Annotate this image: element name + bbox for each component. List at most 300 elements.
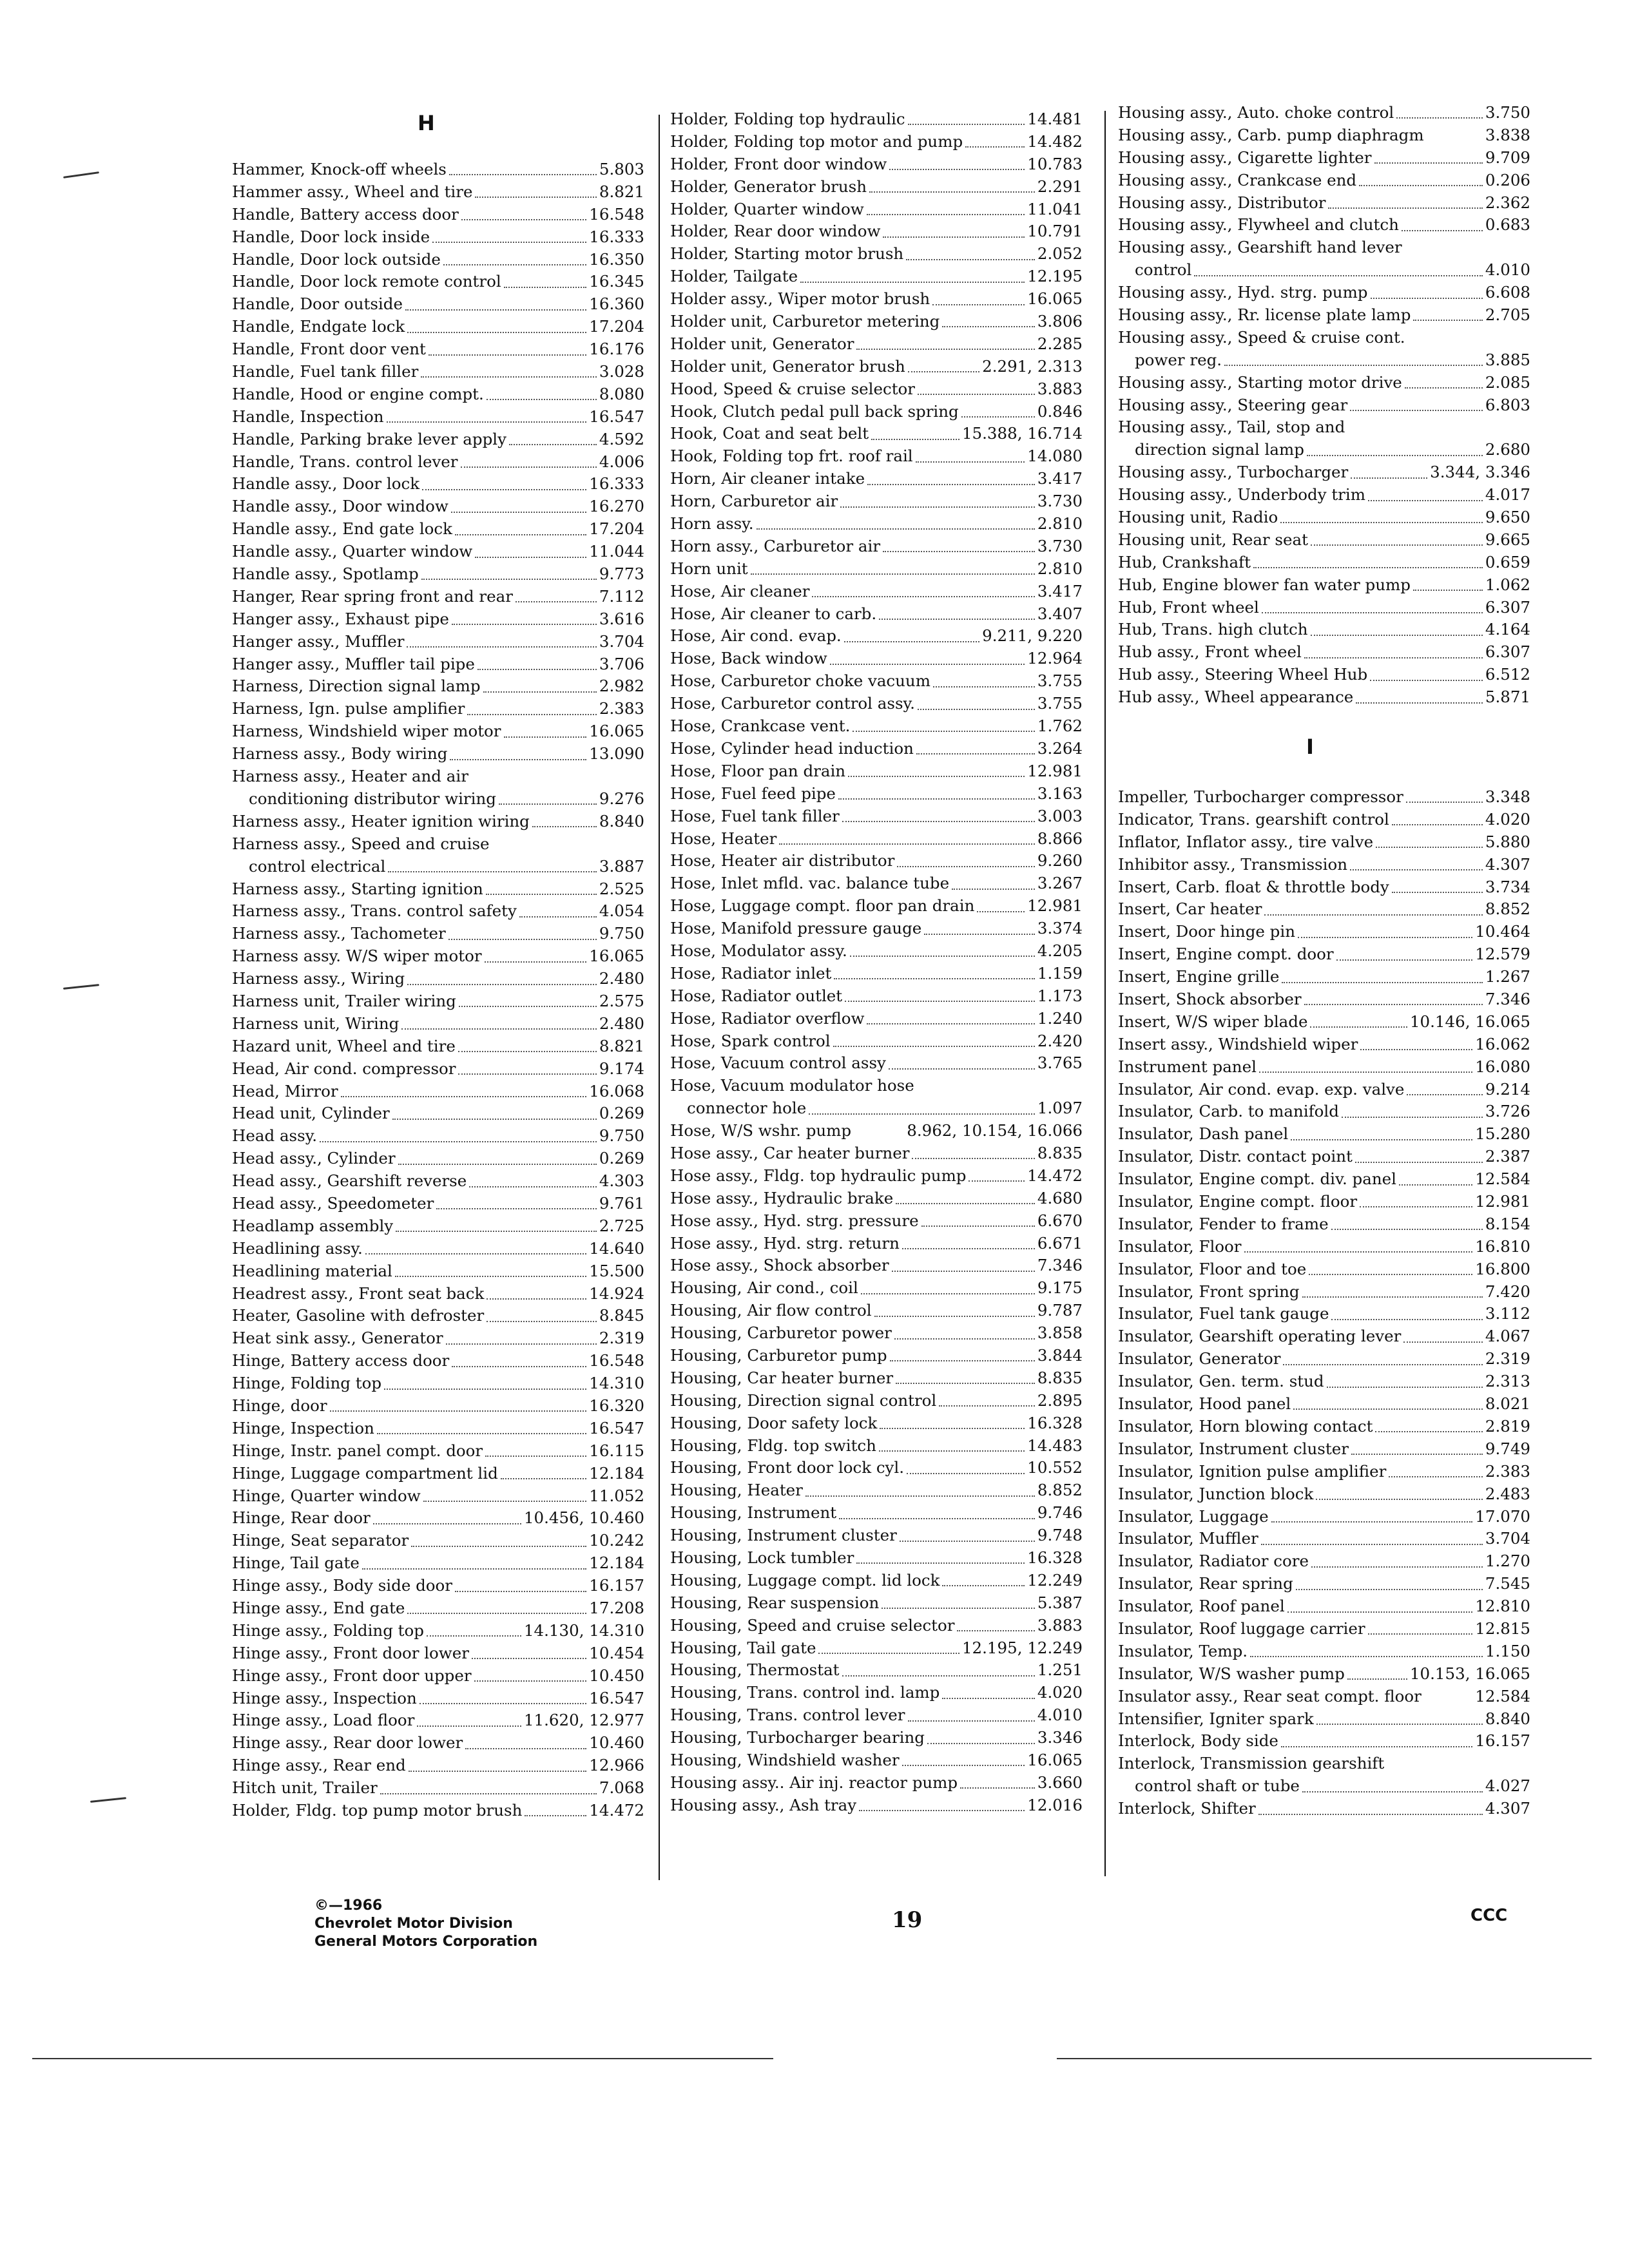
- entry-name: Housing, Luggage compt. lid lock: [670, 1570, 940, 1590]
- entry-name: Housing assy., Gearshift hand lever: [1118, 238, 1402, 257]
- dot-leader: [519, 916, 597, 918]
- index-entry: [670, 895, 1083, 918]
- dot-leader: [896, 1383, 1035, 1384]
- entry-name: Harness assy., Heater ignition wiring: [232, 811, 530, 831]
- dot-leader: [501, 1478, 586, 1479]
- dot-leader: [365, 1253, 586, 1254]
- index-entry: [670, 198, 1083, 221]
- entry-name: Hinge assy., Inspection: [232, 1688, 417, 1707]
- dot-leader: [918, 709, 1035, 710]
- index-entry: [232, 856, 644, 878]
- entry-reference: 17.204: [589, 317, 644, 336]
- index-entry: [670, 1412, 1083, 1435]
- index-entry: [1118, 1258, 1530, 1281]
- entry-reference: 1.251: [1037, 1660, 1083, 1680]
- index-entry: [232, 1170, 644, 1193]
- entry-name: Headlining material: [232, 1261, 392, 1280]
- entry-name: Headrest assy., Front seat back: [232, 1283, 485, 1303]
- dot-leader: [1370, 680, 1483, 681]
- entry-reference: 8.840: [599, 811, 644, 831]
- dot-leader: [405, 309, 586, 311]
- index-entry: [232, 271, 644, 293]
- index-entry: [232, 833, 644, 856]
- dot-leader: [906, 259, 1035, 260]
- entry-reference: 7.068: [599, 1778, 644, 1798]
- index-entry: [670, 1187, 1083, 1210]
- index-entry: [670, 1075, 1083, 1097]
- index-entry: [1118, 1573, 1530, 1595]
- dot-leader: [757, 528, 1035, 530]
- index-entry: [232, 1800, 644, 1822]
- dot-leader: [395, 1276, 586, 1277]
- dot-leader: [1307, 455, 1483, 456]
- entry-reference: 14.482: [1027, 131, 1083, 151]
- dot-leader: [830, 664, 1025, 665]
- dot-leader: [469, 1186, 597, 1187]
- entry-name: Housing assy., Underbody trim: [1118, 485, 1365, 505]
- entry-name: Housing, Heater: [670, 1481, 803, 1500]
- dot-leader: [1350, 869, 1483, 870]
- dot-leader: [902, 1248, 1035, 1249]
- entry-name: Handle, Door lock remote control: [232, 272, 501, 291]
- entry-name: Hinge, Luggage compartment lid: [232, 1463, 498, 1483]
- entry-name: Housing assy., Distributor: [1118, 193, 1326, 212]
- entry-reference: 2.052: [1037, 244, 1083, 264]
- dot-leader: [1368, 500, 1483, 501]
- entry-reference: 14.640: [589, 1238, 644, 1258]
- entry-name: Housing assy., Flywheel and clutch: [1118, 215, 1399, 235]
- dot-leader: [409, 1771, 587, 1772]
- dot-leader: [458, 1073, 596, 1075]
- entry-reference: 12.964: [1027, 649, 1083, 668]
- index-entry: [232, 181, 644, 204]
- entry-reference: 5.387: [1037, 1593, 1083, 1612]
- dot-leader: [373, 1523, 521, 1524]
- entry-name: Hose, Back window: [670, 649, 827, 668]
- dot-leader: [417, 1725, 521, 1727]
- index-entry: [670, 805, 1083, 828]
- entry-reference: 15.280: [1475, 1124, 1530, 1144]
- entry-name: Holder, Folding top motor and pump: [670, 131, 963, 151]
- entry-name: Hinge, Inspection: [232, 1418, 374, 1437]
- index-entry: [670, 401, 1083, 423]
- index-entry: [670, 1142, 1083, 1165]
- dot-leader: [452, 624, 597, 625]
- index-entry: [232, 1013, 644, 1035]
- index-entry: [1118, 1686, 1530, 1708]
- entry-name: Hammer, Knock-off wheels: [232, 160, 447, 178]
- entry-name: Hub, Trans. high clutch: [1118, 620, 1308, 639]
- copyright: ©—1966: [314, 1898, 383, 1914]
- index-entry: [670, 693, 1083, 715]
- dot-leader: [446, 1343, 597, 1345]
- index-entry: [670, 625, 1083, 648]
- entry-reference: 9.709: [1485, 148, 1530, 167]
- entry-reference: 3.344, 3.346: [1430, 463, 1530, 482]
- dot-leader: [1244, 1251, 1473, 1253]
- entry-name: Insulator, Gearshift operating lever: [1118, 1327, 1402, 1346]
- entry-reference: 3.706: [599, 654, 644, 673]
- index-entry: [232, 1732, 644, 1754]
- index-entry: [1118, 1798, 1530, 1820]
- entry-reference: 8.852: [1485, 899, 1530, 919]
- index-entry: [1118, 641, 1530, 664]
- entry-reference: 10.454: [589, 1643, 644, 1662]
- entry-reference: 16.328: [1027, 1413, 1083, 1432]
- entry-name: Housing, Instrument cluster: [670, 1526, 897, 1545]
- entry-name: Housing, Windshield washer: [670, 1751, 900, 1770]
- entry-name: Insulator, Fender to frame: [1118, 1214, 1329, 1233]
- entry-list: [232, 159, 644, 1822]
- division-name: Chevrolet Motor Division: [314, 1916, 513, 1932]
- entry-reference: 6.512: [1485, 665, 1530, 684]
- entry-name: Housing assy., Hyd. strg. pump: [1118, 283, 1368, 302]
- entry-reference: 1.270: [1485, 1552, 1530, 1571]
- entry-reference: 16.547: [589, 1688, 644, 1707]
- entry-reference: 3.730: [1037, 492, 1083, 511]
- entry-reference: 12.579: [1475, 945, 1530, 964]
- index-entry: [670, 131, 1083, 153]
- bottom-rule-left: [32, 2058, 773, 2059]
- entry-reference: 8.852: [1037, 1481, 1083, 1500]
- entry-reference: 9.761: [599, 1193, 644, 1213]
- index-entry: [232, 945, 644, 968]
- entry-name: Hammer assy., Wheel and tire: [232, 182, 473, 201]
- entry-reference: 1.267: [1485, 967, 1530, 986]
- index-entry: [232, 1440, 644, 1463]
- entry-name: Hinge assy., End gate: [232, 1599, 405, 1617]
- index-entry: [670, 1749, 1083, 1772]
- index-entry: [1118, 1146, 1530, 1168]
- entry-name: Hose, Carburetor choke vacuum: [670, 671, 930, 691]
- entry-name: Head assy., Cylinder: [232, 1149, 396, 1168]
- dot-leader: [834, 978, 1034, 979]
- index-entry: [1118, 1438, 1530, 1461]
- entry-name: Headlamp assembly: [232, 1216, 394, 1235]
- dot-leader: [499, 803, 597, 805]
- dot-leader: [411, 1546, 586, 1547]
- entry-name: Housing assy., Rr. license plate lamp: [1118, 305, 1411, 325]
- dot-leader: [845, 1001, 1035, 1002]
- dot-leader: [525, 1815, 586, 1816]
- entry-reference: 12.815: [1475, 1619, 1530, 1638]
- entry-name: Hose, Crankcase vent.: [670, 716, 851, 736]
- entry-reference: 16.360: [589, 294, 644, 314]
- entry-reference: 9.175: [1037, 1278, 1083, 1298]
- entry-reference: 8.821: [599, 1036, 644, 1055]
- entry-reference: 1.762: [1037, 716, 1083, 736]
- entry-name: Housing, Speed and cruise selector: [670, 1615, 955, 1635]
- entry-reference: 13.090: [589, 744, 644, 764]
- entry-reference: 3.704: [599, 631, 644, 651]
- dot-leader: [1351, 1454, 1483, 1455]
- index-entry: [670, 581, 1083, 603]
- entry-reference: 3.417: [1037, 469, 1083, 488]
- entry-name: Hose, W/S wshr. pump: [670, 1121, 852, 1140]
- entry-reference: 3.838: [1485, 125, 1530, 144]
- index-entry: [1118, 1325, 1530, 1348]
- dot-leader: [1368, 1633, 1473, 1635]
- dot-leader: [1360, 1206, 1472, 1207]
- entry-reference: 3.264: [1037, 738, 1083, 758]
- dot-leader: [1375, 1431, 1482, 1432]
- entry-name: Hose, Radiator inlet: [670, 963, 832, 983]
- entry-reference: 2.319: [599, 1329, 644, 1348]
- entry-name: Intensifier, Igniter spark: [1118, 1709, 1314, 1728]
- entry-reference: 9.750: [599, 1126, 644, 1146]
- dot-leader: [487, 1298, 586, 1300]
- entry-name: Hazard unit, Wheel and tire: [232, 1036, 456, 1055]
- entry-name: connector hole: [687, 1099, 807, 1118]
- entry-reference: 7.545: [1485, 1574, 1530, 1593]
- entry-name: direction signal lamp: [1135, 440, 1304, 459]
- dot-leader: [1302, 1296, 1483, 1298]
- entry-name: Interlock, Body side: [1118, 1731, 1278, 1751]
- index-entry: [1118, 1753, 1530, 1775]
- entry-reference: 4.010: [1037, 1706, 1083, 1725]
- index-entry: [1118, 506, 1530, 529]
- entry-reference: 0.269: [599, 1104, 644, 1123]
- dot-leader: [957, 1630, 1034, 1631]
- entry-reference: 14.472: [589, 1801, 644, 1820]
- entry-reference: 9.749: [1485, 1439, 1530, 1458]
- entry-reference: 2.705: [1485, 305, 1530, 325]
- index-entry: [232, 1148, 644, 1170]
- index-entry: [232, 473, 644, 495]
- dot-leader: [1396, 117, 1483, 119]
- index-entry: [670, 1008, 1083, 1030]
- dot-leader: [1311, 544, 1483, 546]
- entry-reference: 4.054: [599, 901, 644, 921]
- entry-name: Holder, Fldg. top pump motor brush: [232, 1801, 523, 1820]
- entry-name: Hinge, Battery access door: [232, 1351, 450, 1370]
- dot-leader: [1403, 1341, 1483, 1343]
- index-entry: [232, 495, 644, 518]
- dot-leader: [912, 1158, 1034, 1159]
- dot-leader: [1261, 1544, 1483, 1545]
- entry-name: Hose, Floor pan drain: [670, 761, 846, 780]
- dot-leader: [450, 759, 586, 760]
- index-entry: [1118, 282, 1530, 304]
- dot-leader: [1392, 824, 1483, 825]
- entry-name: Hose, Fuel tank filler: [670, 806, 840, 825]
- entry-name: Holder, Front door window: [670, 154, 887, 173]
- dot-leader: [448, 939, 597, 940]
- entry-name: control: [1135, 260, 1192, 280]
- dot-leader: [800, 282, 1025, 283]
- dot-leader: [927, 1743, 1035, 1744]
- index-entry: [232, 293, 644, 316]
- entry-name: Insulator, Horn blowing contact: [1118, 1416, 1373, 1436]
- index-entry: [670, 715, 1083, 738]
- entry-reference: 17.204: [589, 519, 644, 539]
- index-entry: [1118, 988, 1530, 1011]
- dot-leader: [933, 686, 1035, 687]
- dot-leader: [362, 1568, 586, 1570]
- entry-name: Hinge, Instr. panel compt. door: [232, 1441, 483, 1460]
- entry-name: Hose, Vacuum modulator hose: [670, 1076, 914, 1095]
- index-entry: [1118, 943, 1530, 966]
- dot-leader: [1356, 702, 1483, 704]
- index-entry: [232, 743, 644, 765]
- entry-reference: 3.887: [599, 856, 644, 876]
- index-entry: [232, 1507, 644, 1530]
- entry-name: Housing, Air cond., coil: [670, 1278, 858, 1298]
- index-entry: [232, 631, 644, 653]
- entry-name: Housing, Turbocharger bearing: [670, 1728, 925, 1747]
- index-entry: [1118, 1056, 1530, 1079]
- entry-reference: 14.924: [589, 1283, 644, 1303]
- entry-reference: 3.003: [1037, 806, 1083, 825]
- entry-reference: 2.810: [1037, 559, 1083, 578]
- entry-reference: 3.734: [1485, 877, 1530, 896]
- entry-name: Instrument panel: [1118, 1057, 1257, 1076]
- dot-leader: [330, 1410, 587, 1412]
- entry-name: Interlock, Transmission gearshift: [1118, 1754, 1385, 1773]
- dot-leader: [850, 956, 1035, 957]
- index-entry: [232, 653, 644, 676]
- entry-reference: 4.010: [1485, 260, 1530, 280]
- entry-name: Harness, Ign. pulse amplifier: [232, 699, 465, 718]
- index-entry: [1118, 372, 1530, 394]
- dot-leader: [848, 776, 1025, 777]
- index-entry: [670, 872, 1083, 895]
- dot-leader: [1327, 1387, 1483, 1388]
- dot-leader: [867, 484, 1035, 485]
- entry-reference: 3.730: [1037, 536, 1083, 555]
- entry-name: Hub assy., Wheel appearance: [1118, 687, 1354, 707]
- index-entry: [1118, 1123, 1530, 1146]
- index-entry: [232, 204, 644, 226]
- entry-name: Hose assy., Car heater burner: [670, 1143, 910, 1162]
- index-entry: [670, 1479, 1083, 1502]
- entry-name: Insulator, Distr. contact point: [1118, 1147, 1353, 1166]
- index-entry: [1118, 1640, 1530, 1663]
- dot-leader: [1405, 387, 1483, 389]
- dot-leader: [942, 1698, 1035, 1699]
- entry-name: Handle assy., Door lock: [232, 474, 420, 494]
- entry-list: [1118, 786, 1530, 1820]
- index-entry: [232, 1597, 644, 1620]
- dot-leader: [880, 1428, 1025, 1429]
- index-entry: [232, 990, 644, 1013]
- index-entry: [670, 1233, 1083, 1255]
- index-entry: [670, 760, 1083, 783]
- entry-reference: 16.320: [589, 1396, 644, 1415]
- entry-name: Horn, Air cleaner intake: [670, 469, 865, 488]
- index-entry: [670, 1727, 1083, 1749]
- entry-reference: 3.346: [1037, 1728, 1083, 1747]
- index-entry: [1118, 854, 1530, 876]
- entry-reference: 11.052: [589, 1486, 644, 1505]
- entry-name: Inhibitor assy., Transmission: [1118, 854, 1347, 874]
- index-entry: [670, 356, 1083, 378]
- entry-name: Insert, Engine grille: [1118, 967, 1280, 986]
- entry-name: Hose assy., Shock absorber: [670, 1256, 889, 1275]
- dot-leader: [942, 326, 1034, 327]
- index-entry: [232, 1193, 644, 1215]
- dot-leader: [421, 376, 597, 378]
- entry-name: Horn assy., Carburetor air: [670, 536, 881, 555]
- dot-leader: [809, 1113, 1035, 1115]
- entry-name: Holder, Starting motor brush: [670, 244, 904, 264]
- entry-name: Insert, Door hinge pin: [1118, 922, 1295, 941]
- entry-reference: 17.070: [1475, 1506, 1530, 1526]
- index-entry: [670, 1120, 1083, 1142]
- dot-leader: [900, 1541, 1035, 1542]
- corporation-name: General Motors Corporation: [314, 1934, 538, 1950]
- entry-reference: 3.417: [1037, 581, 1083, 601]
- index-entry: [232, 541, 644, 563]
- dot-leader: [401, 1028, 597, 1030]
- entry-name: Hose assy., Hyd. strg. pressure: [670, 1211, 919, 1230]
- dot-leader: [509, 444, 597, 445]
- dot-leader: [485, 961, 587, 963]
- entry-name: Handle, Battery access door: [232, 204, 459, 224]
- index-entry: [670, 1030, 1083, 1053]
- index-entry: [1118, 1393, 1530, 1416]
- entry-reference: 8.154: [1485, 1214, 1530, 1233]
- index-entry: [670, 1794, 1083, 1817]
- dot-leader: [1304, 1004, 1483, 1005]
- dot-leader: [407, 984, 597, 985]
- index-entry: [670, 1097, 1083, 1120]
- dot-leader: [879, 1450, 1025, 1452]
- entry-name: Hanger assy., Exhaust pipe: [232, 609, 449, 628]
- entry-reference: 9.260: [1037, 851, 1083, 870]
- index-entry: [670, 535, 1083, 558]
- entry-reference: 3.844: [1037, 1345, 1083, 1365]
- index-entry: [670, 985, 1083, 1008]
- dot-leader: [861, 1293, 1035, 1294]
- index-entry: [1118, 831, 1530, 854]
- dot-leader: [1316, 1499, 1482, 1500]
- entry-name: Housing assy., Speed & cruise cont.: [1118, 327, 1405, 347]
- entry-reference: 2.525: [599, 879, 644, 898]
- index-entry: [232, 361, 644, 383]
- entry-name: Handle, Inspection: [232, 407, 384, 426]
- entry-reference: 8.962, 10.154, 16.066: [907, 1121, 1083, 1140]
- entry-name: Insulator assy., Rear seat compt. floor: [1118, 1686, 1422, 1706]
- entry-name: Housing assy., Carb. pump diaphragm: [1118, 125, 1424, 144]
- dot-leader: [407, 332, 586, 333]
- entry-reference: 16.547: [589, 1418, 644, 1437]
- entry-name: Insert assy., Windshield wiper: [1118, 1034, 1358, 1053]
- entry-name: Insulator, Engine compt. floor: [1118, 1192, 1358, 1211]
- index-entry: [670, 1254, 1083, 1277]
- entry-reference: 2.319: [1485, 1349, 1530, 1369]
- entry-name: Hook, Folding top frt. roof rail: [670, 447, 913, 466]
- entry-name: Inflator, Inflator assy., tire valve: [1118, 832, 1374, 851]
- entry-reference: 16.333: [589, 474, 644, 494]
- dot-leader: [896, 1203, 1035, 1204]
- entry-reference: 14.481: [1027, 110, 1083, 128]
- entry-reference: 12.810: [1475, 1597, 1530, 1616]
- index-entry: [670, 1277, 1083, 1300]
- dot-leader: [842, 821, 1035, 822]
- entry-reference: 2.680: [1485, 440, 1530, 459]
- dot-leader: [384, 1389, 586, 1390]
- dot-leader: [977, 911, 1025, 912]
- index-entry: [670, 1637, 1083, 1660]
- index-entry: [1118, 1303, 1530, 1325]
- entry-name: Holder unit, Generator: [670, 334, 854, 353]
- index-entry: [232, 1058, 644, 1081]
- section-letter-h: H: [418, 111, 435, 135]
- entry-name: Hose assy., Fldg. top hydraulic pump: [670, 1166, 967, 1185]
- entry-name: Hook, Clutch pedal pull back spring: [670, 401, 959, 421]
- entry-reference: 10.791: [1027, 222, 1083, 241]
